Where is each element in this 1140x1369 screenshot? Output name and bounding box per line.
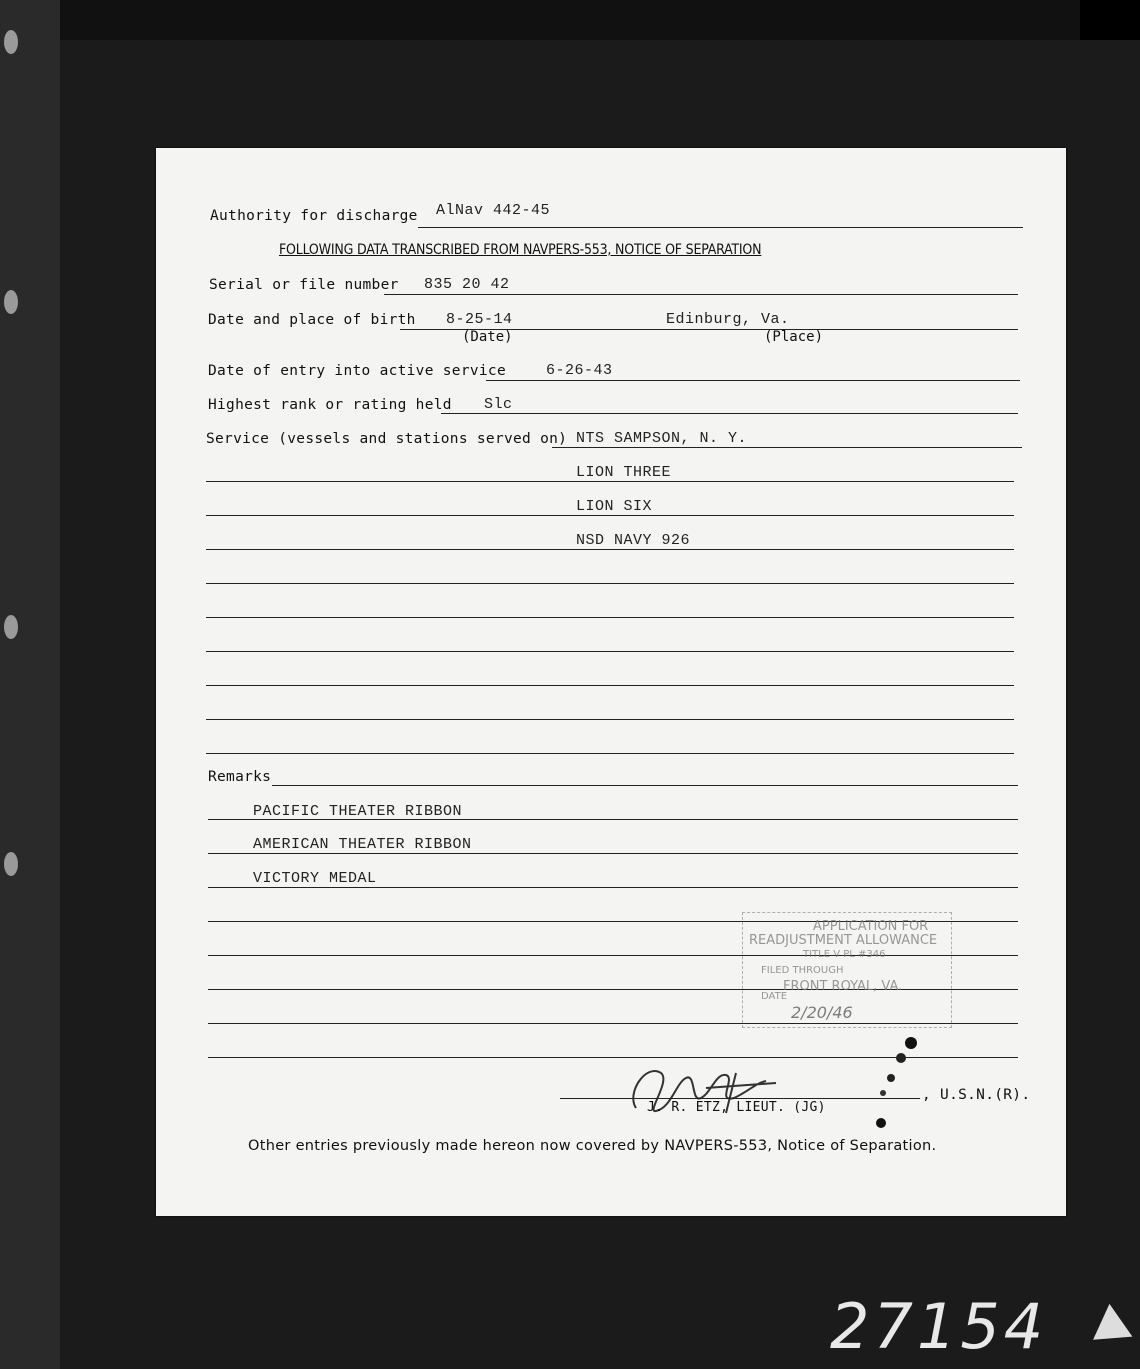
- film-hole: [4, 30, 18, 54]
- signature-line: [560, 1098, 920, 1099]
- birth-date: 8-25-14: [446, 311, 513, 328]
- stamp-line: TITLE V PL #346: [803, 949, 886, 960]
- stamp-line: FRONT ROYAL, VA.: [783, 979, 903, 994]
- signer-suffix: , U.S.N.(R).: [922, 1087, 1031, 1103]
- entry-label: Date of entry into active service: [208, 363, 506, 379]
- service-line: [206, 617, 1014, 618]
- authority-label: Authority for discharge: [210, 208, 418, 224]
- service-line: [206, 651, 1014, 652]
- remarks-line: [208, 819, 1018, 820]
- serial-value: 835 20 42: [424, 276, 510, 293]
- service-line: [206, 685, 1014, 686]
- birth-place: Edinburg, Va.: [666, 311, 790, 328]
- service-line: [206, 515, 1014, 516]
- stamp-line: READJUSTMENT ALLOWANCE: [749, 933, 938, 948]
- service-line: [206, 481, 1014, 482]
- ink-smudge: [871, 1033, 931, 1143]
- form-heading: FOLLOWING DATA TRANSCRIBED FROM NAVPERS-553, NOTICE OF SEPARATION: [279, 242, 762, 258]
- film-hole: [4, 852, 18, 876]
- service-line: [206, 753, 1014, 754]
- serial-label: Serial or file number: [209, 277, 399, 293]
- readjustment-stamp: [742, 912, 952, 1028]
- birth-label: Date and place of birth: [208, 312, 416, 328]
- film-edge: [0, 0, 60, 1369]
- rank-line: [441, 413, 1018, 414]
- film-corner: [1080, 0, 1140, 40]
- film-file-number: 27154: [830, 1290, 1048, 1363]
- remarks-item: VICTORY MEDAL: [253, 870, 377, 887]
- entry-line: [486, 380, 1020, 381]
- serial-line: [384, 294, 1018, 295]
- film-hole: [4, 290, 18, 314]
- authority-value: AlNav 442-45: [436, 202, 551, 219]
- service-line: [206, 583, 1014, 584]
- service-line: [206, 719, 1014, 720]
- film-hole: [4, 615, 18, 639]
- remarks-item: AMERICAN THEATER RIBBON: [253, 836, 472, 853]
- service-item: NTS SAMPSON, N. Y.: [576, 430, 748, 447]
- entry-value: 6-26-43: [546, 362, 613, 379]
- film-top: [60, 0, 1140, 40]
- stamp-date: 2/20/46: [791, 1003, 853, 1022]
- service-line: [552, 447, 1022, 448]
- footer-note: Other entries previously made hereon now covered by NAVPERS-553, Notice of Separation.: [248, 1138, 937, 1154]
- service-item: LION THREE: [576, 464, 672, 481]
- signer-name: J. R. ETZ, LIEUT. (JG): [647, 1100, 826, 1115]
- date-caption: (Date): [462, 329, 513, 345]
- place-caption: (Place): [764, 329, 824, 345]
- remarks-line: [208, 887, 1018, 888]
- remarks-item: PACIFIC THEATER RIBBON: [253, 803, 463, 820]
- authority-line: [418, 227, 1023, 228]
- discharge-record-card: [156, 148, 1066, 1216]
- arrow-icon: [1082, 1304, 1133, 1356]
- service-item: LION SIX: [576, 498, 653, 515]
- rank-value: Slc: [484, 396, 513, 413]
- rank-label: Highest rank or rating held: [208, 397, 452, 413]
- service-line: [206, 549, 1014, 550]
- remarks-line: [208, 853, 1018, 854]
- stamp-line: APPLICATION FOR: [813, 919, 929, 934]
- remarks-label: Remarks: [208, 769, 272, 785]
- remarks-line: [272, 785, 1018, 786]
- service-item: NSD NAVY 926: [576, 532, 691, 549]
- stamp-line: DATE: [761, 991, 788, 1002]
- stamp-line: FILED THROUGH: [761, 965, 844, 976]
- service-label: Service (vessels and stations served on): [206, 431, 568, 447]
